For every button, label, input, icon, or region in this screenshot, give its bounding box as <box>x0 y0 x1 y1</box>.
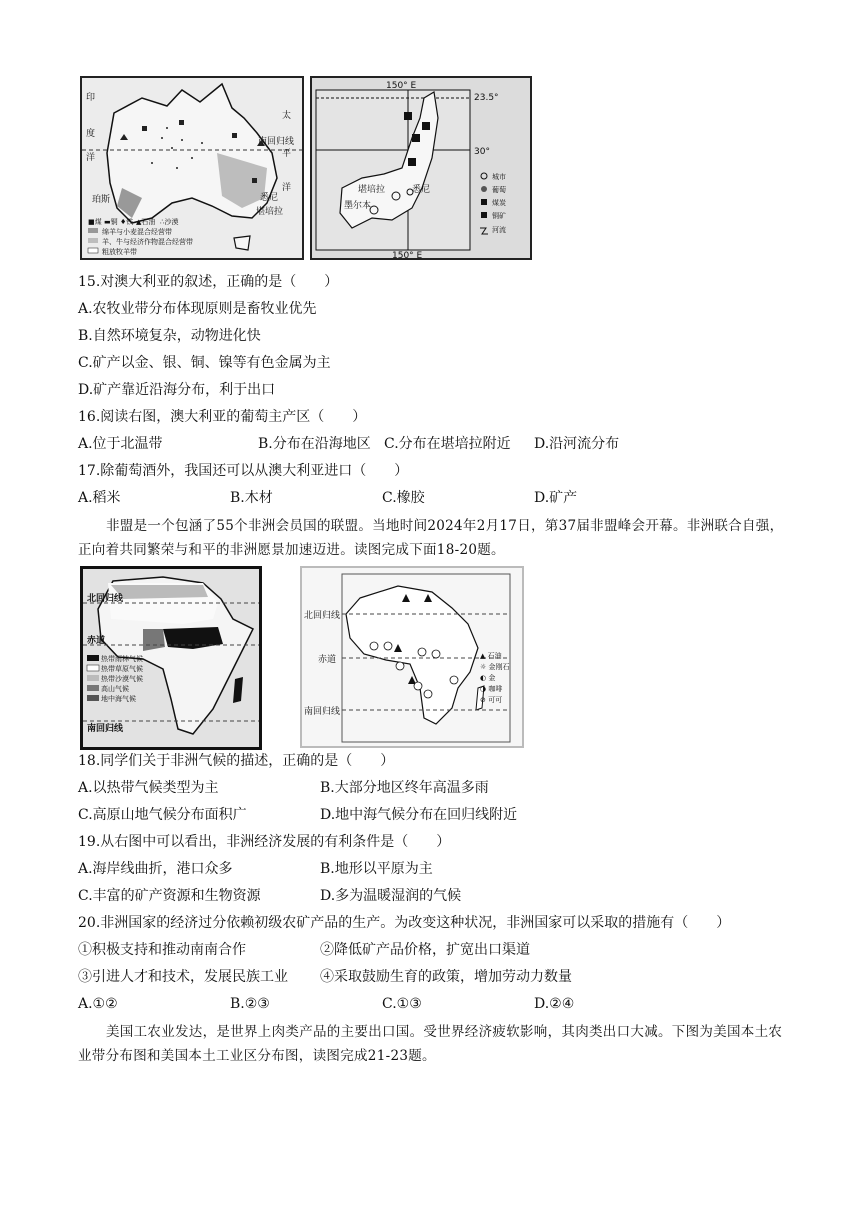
q18-option-b[interactable]: B.大部分地区终年高温多雨 <box>320 780 489 796</box>
q20-option-c[interactable]: C.①③ <box>382 996 422 1012</box>
legend-highland: 高山气候 <box>101 685 129 693</box>
legend-diamond: ☼ 金刚石 <box>480 663 510 671</box>
q20-item-3: ③引进人才和技术，发展民族工业 <box>78 969 288 985</box>
africa-resource-map <box>300 566 524 748</box>
vineyard-map <box>310 76 532 260</box>
label-yang2: 洋 <box>282 183 292 193</box>
legend-rainforest: 热带雨林气候 <box>101 655 143 663</box>
q19-stem: 19.从右图中可以看出，非洲经济发展的有利条件是（ ） <box>78 834 451 850</box>
label-equator: 赤道 <box>318 655 337 665</box>
legend-coal: 煤炭 <box>492 199 506 207</box>
q20-option-a[interactable]: A.①② <box>78 996 118 1012</box>
q16-option-c[interactable]: C.分布在堪培拉附近 <box>384 436 511 452</box>
q15-option-a[interactable]: A.农牧业带分布体现原则是畜牧业优先 <box>78 301 317 317</box>
legend-wheat-sheep: 绵羊与小麦混合经营带 <box>102 228 172 236</box>
label-north-tropic: 北回归线 <box>87 594 124 604</box>
legend-iron: ♦铁 <box>120 218 134 226</box>
q19-option-c[interactable]: C.丰富的矿产资源和生物资源 <box>78 888 261 904</box>
lon-top-label: 150° E <box>386 81 417 91</box>
q18-option-c[interactable]: C.高原山地气候分布面积广 <box>78 807 247 823</box>
q17-option-b[interactable]: B.木材 <box>230 490 273 506</box>
legend-copper: 铜矿 <box>492 212 506 220</box>
q17-option-a[interactable]: A.稻米 <box>78 490 121 506</box>
lat-23-label: 23.5° <box>474 93 499 103</box>
label-sydney: 悉尼 <box>260 193 279 203</box>
legend-oil: ▲石油 <box>136 218 156 226</box>
label-equator: 赤道 <box>87 636 106 646</box>
q20-stem: 20.非洲国家的经济过分依赖初级农矿产品的生产。为改变这种状况，非洲国家可以采取的措施有（ ） <box>78 915 731 931</box>
africa-climate-map <box>80 566 262 750</box>
legend-mediterranean: 地中海气候 <box>101 695 136 703</box>
label-perth: 珀斯 <box>92 195 111 205</box>
q18-option-a[interactable]: A.以热带气候类型为主 <box>78 780 219 796</box>
legend-oil: ▲ 石油 <box>480 652 502 660</box>
lat-30-label: 30° <box>474 147 490 157</box>
legend-gold: ◐ 金 <box>480 674 496 682</box>
legend-cocoa: ⊘ 可可 <box>480 696 503 704</box>
q19-option-d[interactable]: D.多为温暖湿润的气候 <box>320 888 462 904</box>
legend-desert: ∴沙漠 <box>160 218 179 226</box>
label-ping: 平 <box>282 149 292 159</box>
q16-option-b[interactable]: B.分布在沿海地区 <box>258 436 371 452</box>
africa-intro-paragraph: 非盟是一个包涵了55个非洲会员国的联盟。当地时间2024年2月17日，第37届非盟峰会开幕。非洲联合自强，正向着共同繁荣与和平的非洲愿景加速迈进。读图完成下面18-20题。 <box>78 518 784 558</box>
legend-mixed: 羊、牛与经济作物混合经营带 <box>102 238 193 246</box>
australia-agriculture-map <box>80 76 304 260</box>
q16-option-a[interactable]: A.位于北温带 <box>78 436 163 452</box>
q17-option-c[interactable]: C.橡胶 <box>382 490 425 506</box>
q15-option-d[interactable]: D.矿产靠近沿海分布，利于出口 <box>78 382 276 398</box>
legend-copper: ▬铜 <box>104 218 118 226</box>
legend-grazing: 粗放牧羊带 <box>102 248 137 256</box>
label-tai: 太 <box>282 111 292 121</box>
legend-savanna: 热带草原气候 <box>101 665 143 673</box>
label-south-tropic: 南回归线 <box>304 707 341 717</box>
q20-item-4: ④采取鼓励生育的政策，增加劳动力数量 <box>320 969 572 985</box>
label-tropic: 南回归线 <box>258 137 295 147</box>
q16-option-d[interactable]: D.沿河流分布 <box>534 436 620 452</box>
q20-option-b[interactable]: B.②③ <box>230 996 270 1012</box>
q18-stem: 18.同学们关于非洲气候的描述，正确的是（ ） <box>78 753 395 769</box>
label-du: 度 <box>86 129 96 139</box>
label-canberra: 堪培拉 <box>256 207 284 217</box>
q19-option-b[interactable]: B.地形以平原为主 <box>320 861 433 877</box>
label-sydney: 悉尼 <box>412 185 431 195</box>
legend-desert: 热带沙漠气候 <box>101 675 143 683</box>
legend-grape: 葡萄 <box>492 186 506 194</box>
label-india: 印 <box>86 93 96 103</box>
q18-option-d[interactable]: D.地中海气候分布在回归线附近 <box>320 807 518 823</box>
legend-river: 河流 <box>492 226 506 234</box>
q20-item-1: ①积极支持和推动南南合作 <box>78 942 246 958</box>
q17-stem: 17.除葡萄酒外，我国还可以从澳大利亚进口（ ） <box>78 463 409 479</box>
q15-stem: 15.对澳大利亚的叙述，正确的是（ ） <box>78 274 339 290</box>
q19-option-a[interactable]: A.海岸线曲折，港口众多 <box>78 861 233 877</box>
label-yang: 洋 <box>86 153 96 163</box>
label-melbourne: 墨尔本 <box>344 201 372 211</box>
legend-coffee: ◑ 咖啡 <box>480 685 503 693</box>
lon-bottom-label: 150° E <box>392 251 423 258</box>
q16-stem: 16.阅读右图，澳大利亚的葡萄主产区（ ） <box>78 409 367 425</box>
label-canberra: 堪培拉 <box>358 185 386 195</box>
q20-item-2: ②降低矿产品价格，扩宽出口渠道 <box>320 942 530 958</box>
legend-minerals: ■煤 <box>88 218 102 226</box>
label-north-tropic: 北回归线 <box>304 611 341 621</box>
q17-option-d[interactable]: D.矿产 <box>534 490 578 506</box>
legend-city: 城市 <box>492 173 506 181</box>
usa-intro-paragraph: 美国工农业发达，是世界上肉类产品的主要出口国。受世界经济疲软影响，其肉类出口大减。下图为美国本土农业带分布图和美国本土工业区分布图，读图完成21-23题。 <box>78 1024 783 1064</box>
q15-option-b[interactable]: B.自然环境复杂，动物进化快 <box>78 328 261 344</box>
q15-option-c[interactable]: C.矿产以金、银、铜、镍等有色金属为主 <box>78 355 331 371</box>
q20-option-d[interactable]: D.②④ <box>534 996 575 1012</box>
label-south-tropic: 南回归线 <box>87 724 124 734</box>
